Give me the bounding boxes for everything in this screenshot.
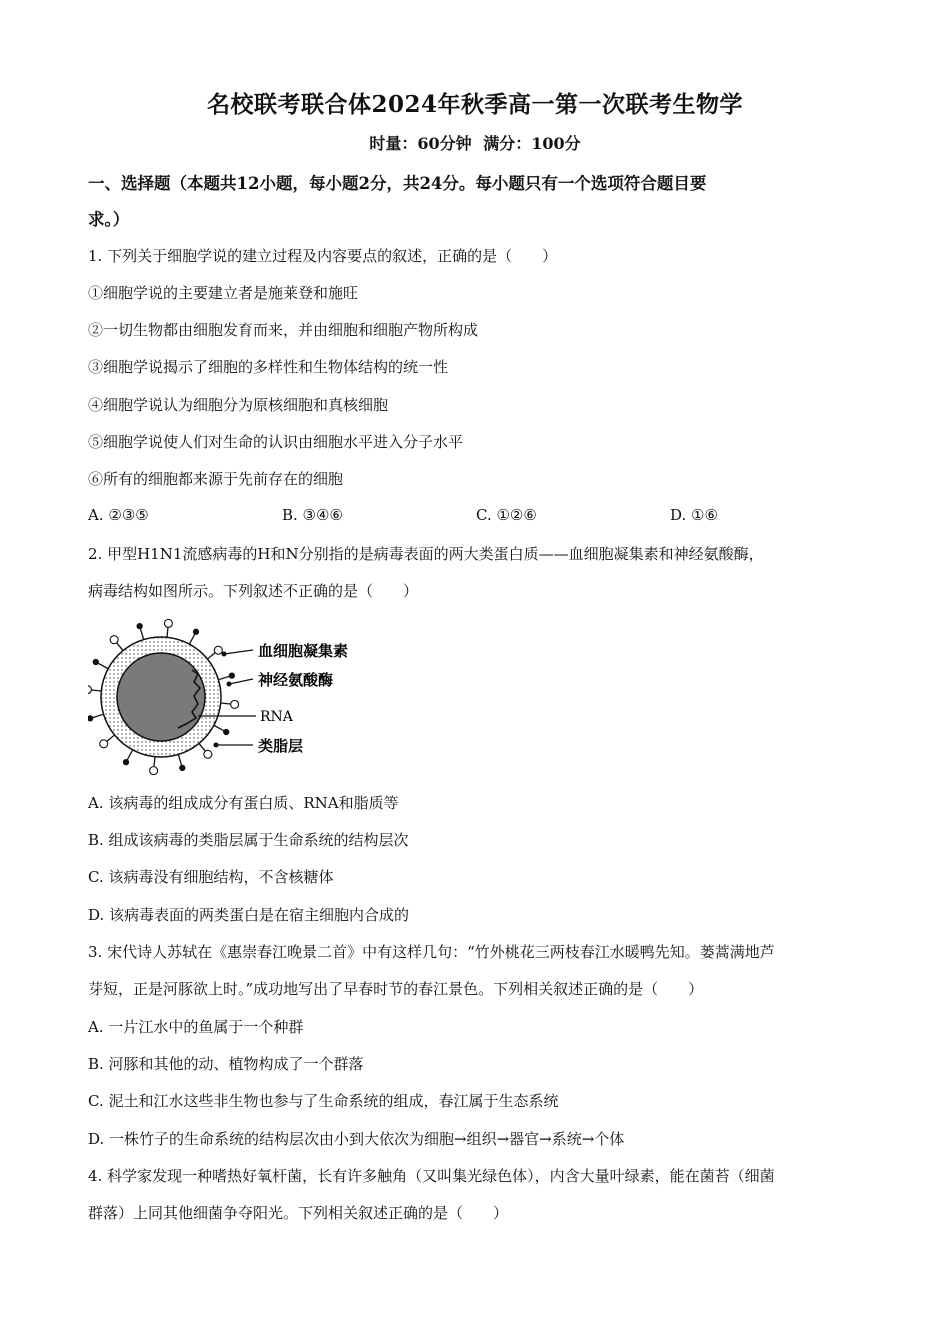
hemagglutinin-spike xyxy=(231,700,239,708)
q3-stem-cont: 芽短，正是河豚欲上时。”成功地写出了早春时节的春江景色。下列相关叙述正确的是（ ） xyxy=(88,980,704,998)
virus-diagram xyxy=(88,612,388,782)
q2-option-b: B. 组成该病毒的类脂层属于生命系统的结构层次 xyxy=(88,831,409,849)
hemagglutinin-spike xyxy=(110,636,118,644)
section-heading: 一、选择题（本题共12小题，每小题2分，共24分。每小题只有一个选项符合题目要 xyxy=(88,174,707,193)
spike-stalk xyxy=(221,703,232,704)
spike-stalk xyxy=(98,663,108,668)
q2-option-c: C. 该病毒没有细胞结构，不含核糖体 xyxy=(88,868,334,886)
spike-stalk xyxy=(218,677,229,680)
spike-stalk xyxy=(178,754,181,765)
spike-stalk xyxy=(189,634,194,644)
q1-statement: ③细胞学说揭示了细胞的多样性和生物体结构的统一性 xyxy=(88,358,449,376)
spike-stalk xyxy=(199,743,206,752)
spike-stalk xyxy=(214,725,224,730)
q1-stem: 1. 下列关于细胞学说的建立过程及内容要点的叙述，正确的是（ ） xyxy=(88,247,558,265)
label-rna: RNA xyxy=(260,709,293,725)
leader-dot xyxy=(227,682,232,687)
hemagglutinin-spike xyxy=(88,686,91,694)
label-neuraminidase: 神经氨酸酶 xyxy=(258,671,334,689)
spike-stalk xyxy=(141,629,144,640)
q4-stem-cont: 群落）上同其他细菌争夺阳光。下列相关叙述正确的是（ ） xyxy=(88,1204,509,1222)
neuraminidase-spike xyxy=(123,760,128,765)
label-lipid: 类脂层 xyxy=(258,737,304,755)
leader-dot xyxy=(214,743,219,748)
q2-option-d: D. 该病毒表面的两类蛋白是在宿主细胞内合成的 xyxy=(88,906,410,924)
hemagglutinin-spike xyxy=(214,646,222,654)
neuraminidase-spike xyxy=(88,716,93,721)
q1-option-a: A. ②③⑤ xyxy=(88,506,149,524)
hemagglutinin-spike xyxy=(150,767,158,775)
hemagglutinin-spike xyxy=(164,619,172,627)
leader-dot xyxy=(222,652,227,657)
q2-option-a: A. 该病毒的组成成分有蛋白质、RNA和脂质等 xyxy=(88,794,399,812)
virus-diagram-svg xyxy=(88,612,388,782)
spike-stalk xyxy=(93,714,104,717)
exam-title: 名校联考联合体2024年秋季高一第一次联考生物学 xyxy=(206,91,743,118)
virus-core xyxy=(117,653,205,741)
neuraminidase-spike xyxy=(229,673,234,678)
label-line xyxy=(229,679,253,684)
q1-option-c: C. ①②⑥ xyxy=(476,506,537,524)
spike-stalk xyxy=(116,642,123,651)
q1-option-b: B. ③④⑥ xyxy=(282,506,343,524)
q1-option-d: D. ①⑥ xyxy=(670,506,718,524)
exam-subtitle: 时量：60分钟 满分：100分 xyxy=(369,134,581,153)
neuraminidase-spike xyxy=(93,659,98,664)
spike-stalk xyxy=(207,652,216,659)
q3-option-c: C. 泥土和江水这些非生物也参与了生命系统的组成，春江属于生态系统 xyxy=(88,1092,559,1110)
q2-stem-cont: 病毒结构如图所示。下列叙述不正确的是（ ） xyxy=(88,582,419,600)
q1-statement: ⑤细胞学说使人们对生命的认识由细胞水平进入分子水平 xyxy=(88,433,464,451)
spike-stalk xyxy=(154,757,155,768)
hemagglutinin-spike xyxy=(100,740,108,748)
hemagglutinin-spike xyxy=(204,750,212,758)
neuraminidase-spike xyxy=(180,765,185,770)
q3-option-a: A. 一片江水中的鱼属于一个种群 xyxy=(88,1018,304,1036)
q3-option-d: D. 一株竹子的生命系统的结构层次由小到大依次为细胞→组织→器官→系统→个体 xyxy=(88,1130,625,1148)
neuraminidase-spike xyxy=(137,624,142,629)
q1-statement: ④细胞学说认为细胞分为原核细胞和真核细胞 xyxy=(88,396,389,414)
q3-option-b: B. 河豚和其他的动、植物构成了一个群落 xyxy=(88,1055,364,1073)
label-hemagglutinin: 血细胞凝集素 xyxy=(258,642,349,660)
spike-stalk xyxy=(106,735,115,742)
neuraminidase-spike xyxy=(193,629,198,634)
label-line xyxy=(224,650,253,654)
section-heading-cont: 求。） xyxy=(88,210,130,229)
q3-stem: 3. 宋代诗人苏轼在《惠崇春江晚景二首》中有这样几句：“竹外桃花三两枝春江水暖鸭先知。蒌蒿满地芦 xyxy=(88,943,775,961)
spike-stalk xyxy=(167,626,168,637)
q2-stem: 2. 甲型H1N1流感病毒的H和N分别指的是病毒表面的两大类蛋白质——血细胞凝集素和神经氨酸酶， xyxy=(88,545,764,563)
q1-statement: ①细胞学说的主要建立者是施莱登和施旺 xyxy=(88,284,359,302)
neuraminidase-spike xyxy=(224,729,229,734)
spike-stalk xyxy=(127,750,132,760)
q1-statement: ⑥所有的细胞都来源于先前存在的细胞 xyxy=(88,470,344,488)
spike-stalk xyxy=(90,690,101,691)
q1-statement: ②一切生物都由细胞发育而来，并由细胞和细胞产物所构成 xyxy=(88,321,479,339)
q4-stem: 4. 科学家发现一种嗜热好氧杆菌，长有许多触角（又叫集光绿色体），内含大量叶绿素，能在菌苔（细菌 xyxy=(88,1167,775,1185)
